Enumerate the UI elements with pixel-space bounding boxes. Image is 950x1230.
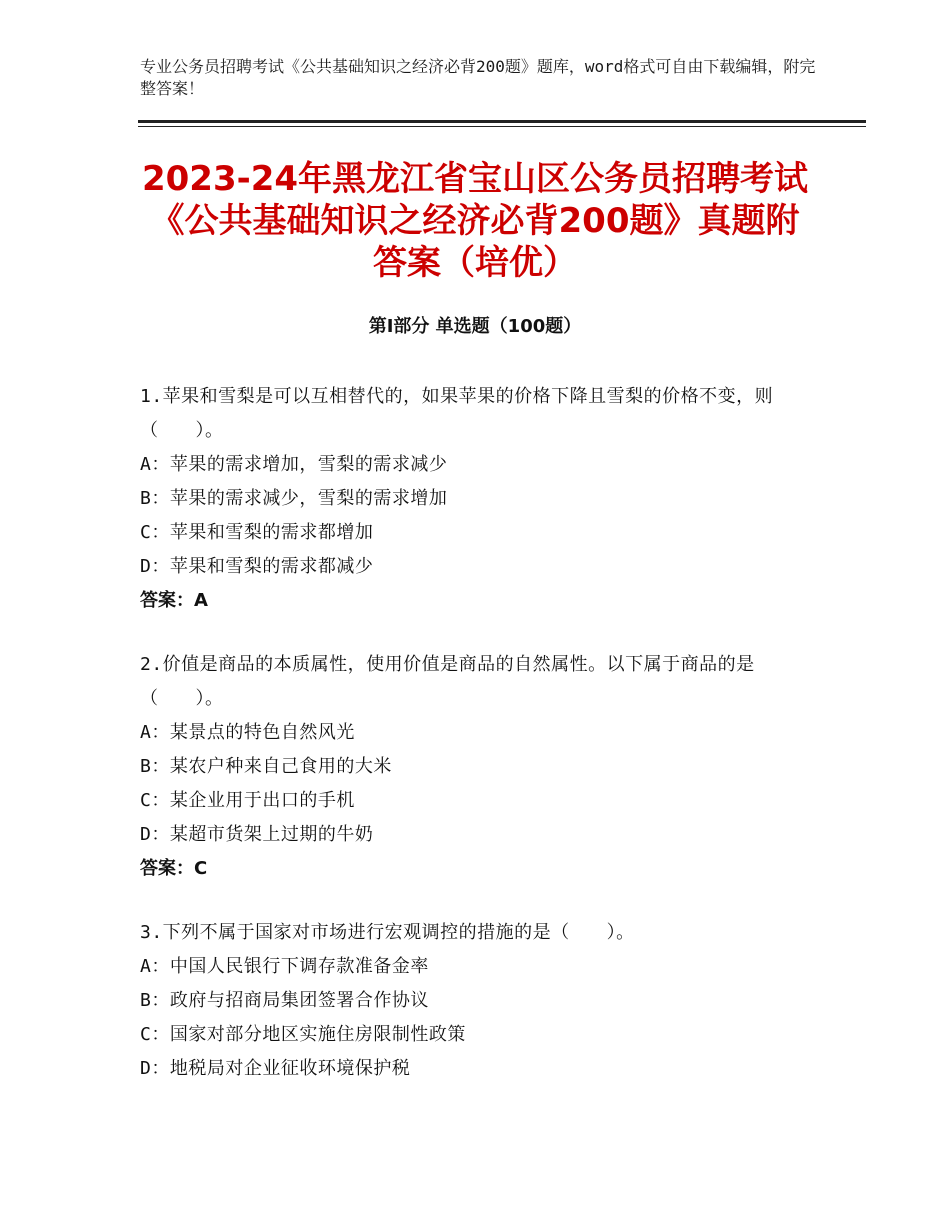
option-c: C：某企业用于出口的手机	[140, 790, 355, 811]
header-rule-thin	[138, 126, 866, 127]
answer: 答案：C	[140, 858, 208, 879]
option-c: C：国家对部分地区实施住房限制性政策	[140, 1024, 466, 1045]
question-list	[140, 380, 810, 1116]
option-d: D：地税局对企业征收环境保护税	[140, 1058, 411, 1079]
option-b: B：政府与招商局集团签署合作协议	[140, 990, 429, 1011]
document-title: 2023-24年黑龙江省宝山区公务员招聘考试《公共基础知识之经济必背200题》真题附答案（培优）	[141, 159, 809, 283]
option-b: B：某农户种来自己食用的大米	[140, 756, 392, 777]
question-stem: 3.下列不属于国家对市场进行宏观调控的措施的是（ ）。	[140, 922, 635, 943]
option-b: B：苹果的需求减少，雪梨的需求增加	[140, 488, 448, 509]
header-rule-thick	[138, 120, 866, 123]
question-stem: 2.价值是商品的本质属性，使用价值是商品的自然属性。以下属于商品的是（ ）。	[140, 654, 755, 709]
header-note: 专业公务员招聘考试《公共基础知识之经济必背200题》题库，word格式可自由下载编辑，附完整答案！	[140, 57, 816, 98]
question-3	[140, 916, 810, 1086]
option-a: A：中国人民银行下调存款准备金率	[140, 956, 429, 977]
section-heading: 第Ⅰ部分 单选题（100题）	[368, 316, 582, 337]
question-stem: 1.苹果和雪梨是可以互相替代的，如果苹果的价格下降且雪梨的价格不变，则（ ）。	[140, 386, 774, 441]
option-a: A：苹果的需求增加，雪梨的需求减少	[140, 454, 448, 475]
option-a: A：某景点的特色自然风光	[140, 722, 355, 743]
option-d: D：某超市货架上过期的牛奶	[140, 824, 374, 845]
answer: 答案：A	[140, 590, 208, 611]
question-1	[140, 380, 810, 618]
question-2	[140, 648, 810, 886]
option-d: D：苹果和雪梨的需求都减少	[140, 556, 374, 577]
option-c: C：苹果和雪梨的需求都增加	[140, 522, 374, 543]
